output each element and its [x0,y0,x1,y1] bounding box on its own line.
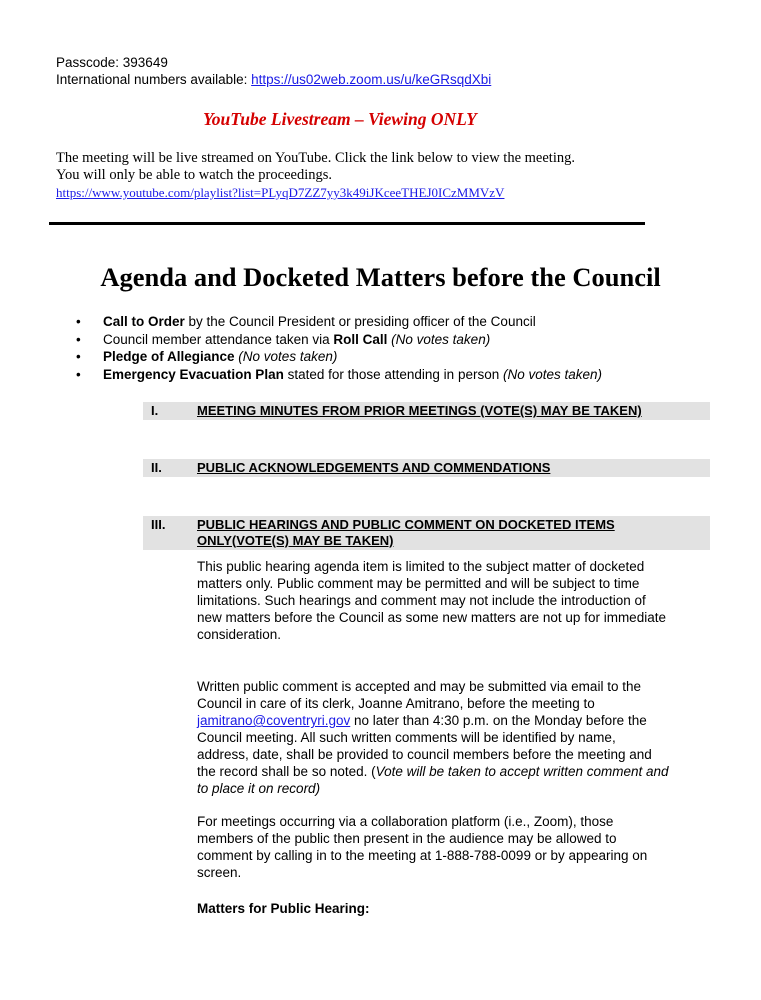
paragraph-line: members of the public then present in the audience may be allowed to [197,831,617,846]
section-ii-number: II. [151,460,162,475]
bullet-dot-icon: • [76,366,81,382]
bullet-bold-text: Emergency Evacuation Plan [103,366,284,382]
written-comment-paragraph [197,678,669,797]
bullet-bold-text: Pledge of Allegiance [103,349,235,364]
section-i-title: MEETING MINUTES FROM PRIOR MEETINGS (VOTE(S) MAY BE TAKEN) [197,403,642,418]
bullet-text: stated for those attending in person [283,366,503,382]
paragraph-line: comment by calling in to the meeting at 1-888-788-0099 or by appearing on [197,848,648,863]
bullet-dot-icon: • [76,331,81,347]
paragraph-line [197,712,669,729]
paragraph-line: Council meeting. All such written comments will be identified by name, [197,730,616,745]
paragraph-line: This public hearing agenda item is limited to the subject matter of docketed [197,559,645,574]
bullet-dot-icon: • [76,314,81,329]
section-ii-title: PUBLIC ACKNOWLEDGEMENTS AND COMMENDATIONS [197,460,551,475]
collaboration-platform-paragraph [197,813,647,881]
section-iii-title [197,517,615,548]
bullet-italic-text: (No votes taken) [234,349,338,364]
bullet-text: by the Council President or presiding officer of the Council [184,314,536,329]
paragraph-line: For meetings occurring via a collaboration platform (i.e., Zoom), those [197,814,614,829]
youtube-livestream-heading: YouTube Livestream – Viewing ONLY [203,109,477,129]
paragraph-line: consideration. [197,627,282,642]
section-iii-header [143,516,710,550]
international-numbers-line [56,72,491,88]
section-ii-header [143,459,710,477]
bullet-italic-text: (No votes taken) [387,331,491,347]
paragraph-line: matters only. Public comment may be permitted and will be subject to time [197,576,640,591]
paragraph-line: Written public comment is accepted and may be submitted via email to the [197,679,641,694]
section-iii-title-line-2: ONLY(VOTE(S) MAY BE TAKEN) [197,532,394,548]
bullet-bold-text: Call to Order [103,314,185,329]
public-hearing-description [197,558,666,643]
paragraph-italic-text: to place it on record) [197,781,321,796]
paragraph-text: the record shall be so noted. ( [197,764,376,779]
bullet-italic-text: (No votes taken) [502,366,603,382]
agenda-title: Agenda and Docketed Matters before the Council [100,262,661,292]
section-i-number: I. [151,403,159,418]
paragraph-line [197,780,669,797]
paragraph-line: address, date, shall be provided to council members before the meeting and [197,747,652,762]
youtube-description-line-2: You will only be able to watch the proceedings. [56,167,332,183]
youtube-description-line-1: The meeting will be live streamed on YouTube. Click the link below to view the meeting. [56,150,575,166]
paragraph-line: screen. [197,865,242,880]
bullet-bold-text: Roll Call [333,331,388,347]
zoom-international-link[interactable]: https://us02web.zoom.us/u/keGRsqdXbi [251,72,492,87]
youtube-playlist-link[interactable]: https://www.youtube.com/playlist?list=PLyqD7ZZ7yy3k49iJKceeTHEJ0ICzMMVzV [56,185,505,200]
bullet-roll-call [76,331,602,349]
paragraph-line [197,763,669,780]
paragraph-italic-text: Vote will be taken to accept written comment and [375,764,669,779]
matters-for-public-hearing-heading: Matters for Public Hearing: [197,901,370,916]
section-i-header [143,402,710,420]
section-iii-number: III. [151,517,166,532]
horizontal-divider [49,222,645,225]
paragraph-line: new matters before the Council as some new matters are not up for immediate [197,610,666,625]
section-iii-title-line-1: PUBLIC HEARINGS AND PUBLIC COMMENT ON DOCKETED ITEMS [197,517,615,532]
bullet-dot-icon: • [76,349,81,364]
bullet-pledge [76,348,602,366]
paragraph-line: Council in care of its clerk, Joanne Amitrano, before the meeting to [197,696,595,711]
paragraph-text: no later than 4:30 p.m. on the Monday before the [350,713,647,728]
international-numbers-label: International numbers available: [56,72,252,87]
clerk-email-link[interactable]: jamitrano@coventryri.gov [197,713,351,728]
passcode-text: Passcode: 393649 [56,55,168,70]
bullet-evacuation-plan [76,366,602,384]
agenda-bullet-list [76,313,602,383]
bullet-call-to-order [76,313,602,331]
paragraph-line: limitations. Such hearings and comment may not include the introduction of [197,593,646,608]
bullet-text: Council member attendance taken via [103,331,334,347]
youtube-description [56,150,575,184]
